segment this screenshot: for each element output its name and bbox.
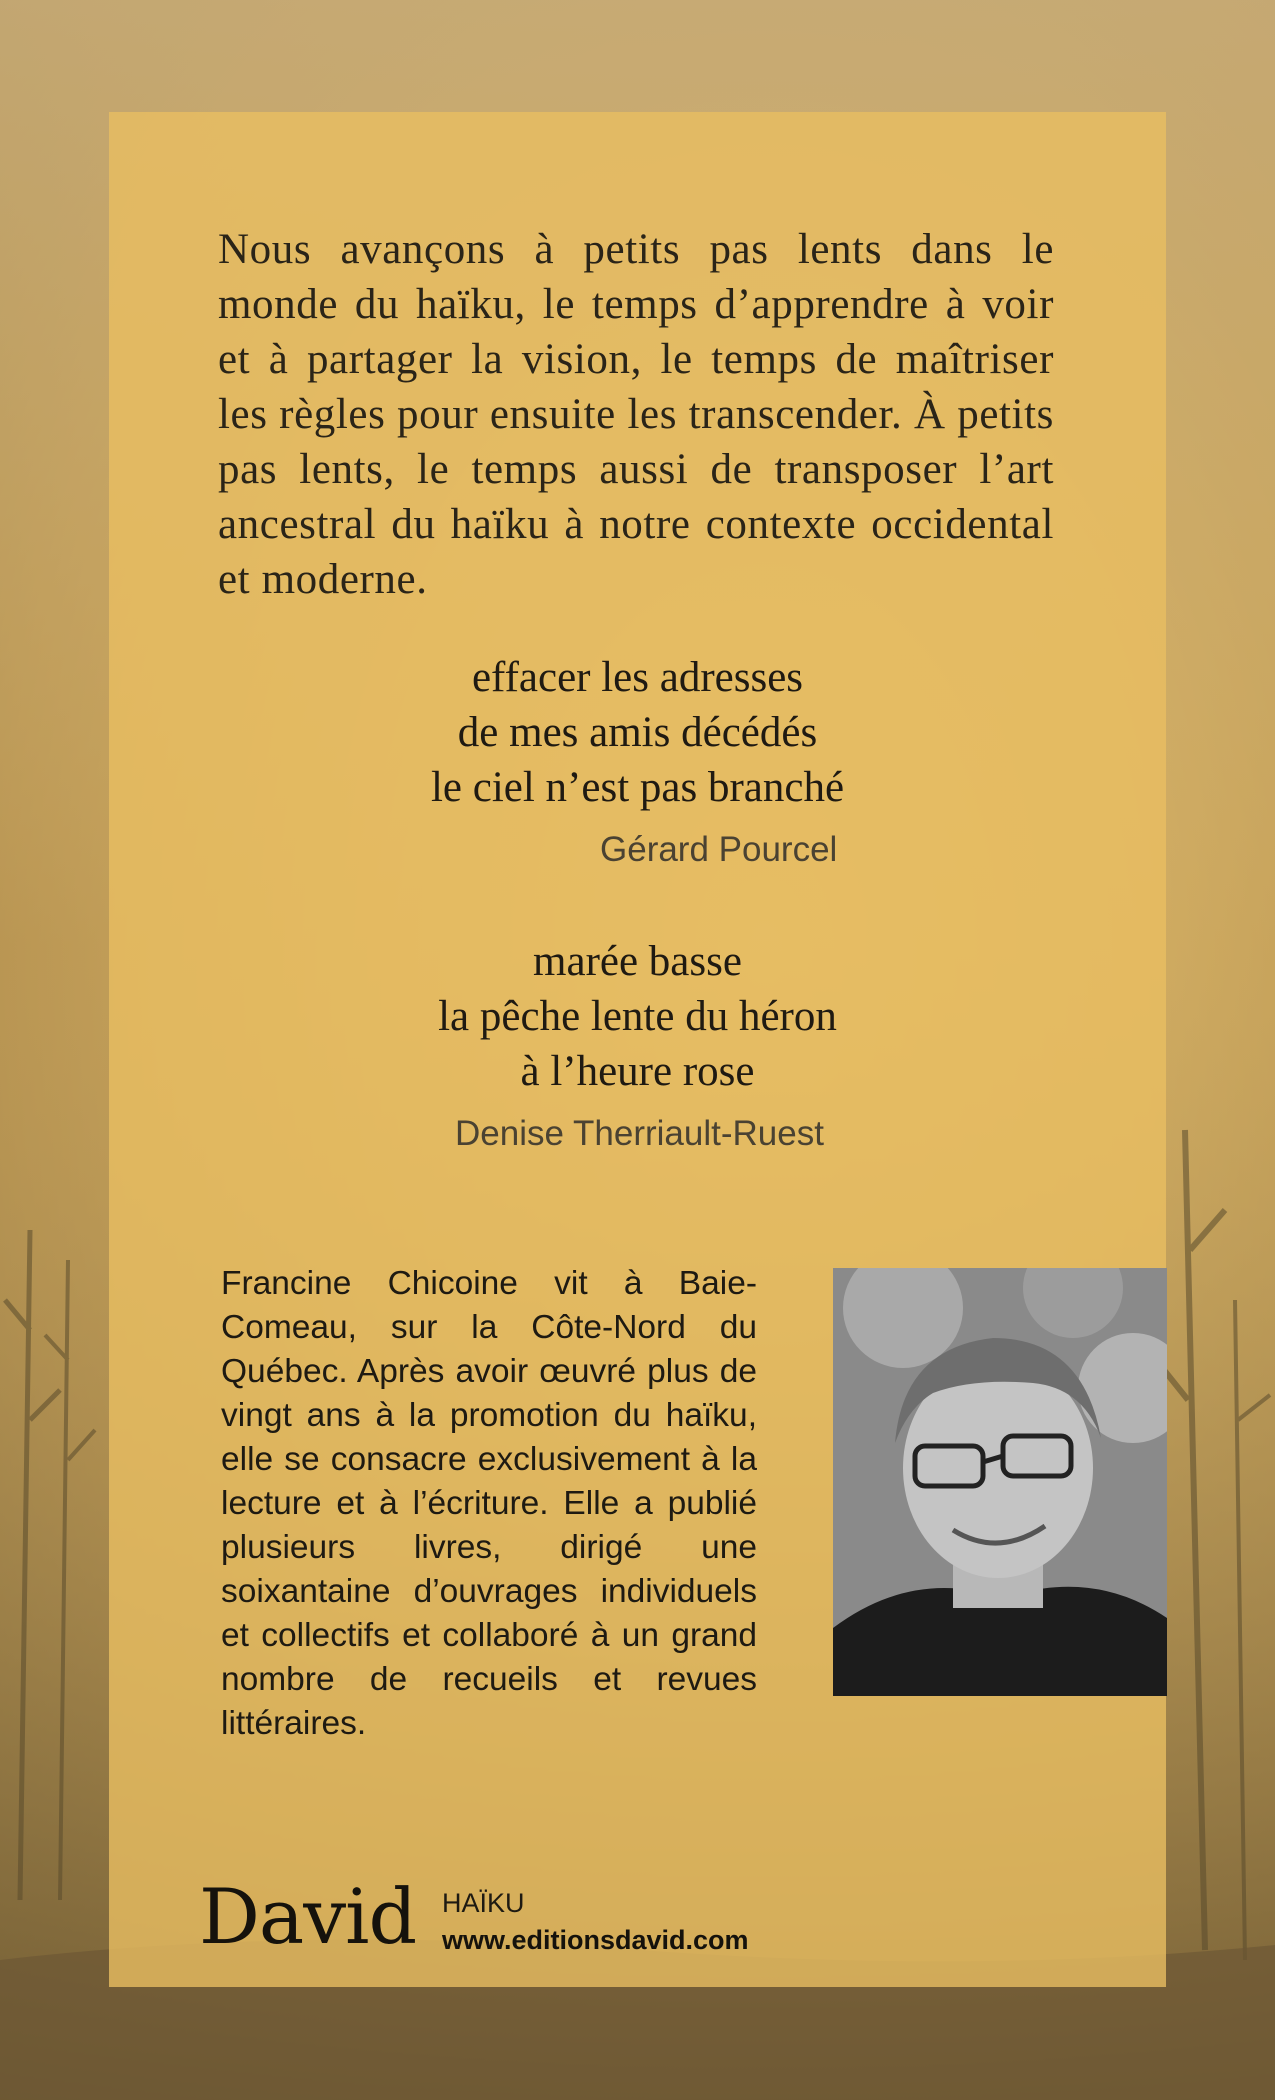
haiku-2 [109, 934, 1166, 1099]
haiku-2-line-1: marée basse [533, 938, 742, 985]
haiku-2-author: Denise Therriault-Ruest [455, 1114, 824, 1153]
haiku-1-author: Gérard Pourcel [600, 830, 838, 869]
publisher-logo: David [199, 1872, 417, 1961]
haiku-2-line-2: la pêche lente du héron [438, 993, 837, 1040]
haiku-1-line-3: le ciel n’est pas branché [430, 764, 845, 811]
haiku-1-line-1: effacer les adresses [471, 654, 804, 701]
publisher-url[interactable]: www.editionsdavid.com [442, 1925, 749, 1955]
author-bio: Francine Chicoine vit à Baie-Comeau, sur la Côte-Nord du Québec. Après avoir œuvré plus de vingt ans à la promotion du haïku, elle se consacre exclusivement à la lecture et à l’écriture. Elle a publié plusieurs livres, dirigé une soixantaine d’ouvrages individuels et collectifs et collaboré à un grand nombre de recueils et revues littéraires. [221, 1265, 757, 1742]
author-photo [833, 1268, 1167, 1696]
haiku-1-line-2: de mes amis décédés [457, 709, 818, 756]
back-cover-panel [109, 112, 1166, 1987]
intro-paragraph: Nous avançons à petits pas lents dans le monde du haïku, le temps d’apprendre à voir et à partager la vision, le temps de maîtriser les règles pour ensuite les transcender. À petits pas lents, le temps aussi de transposer l’art ancestral du haïku à notre contexte occidental et moderne. [218, 226, 1054, 603]
series-label: HAÏKU [442, 1888, 525, 1918]
haiku-2-line-3: à l’heure rose [520, 1048, 755, 1095]
haiku-1 [109, 650, 1166, 815]
